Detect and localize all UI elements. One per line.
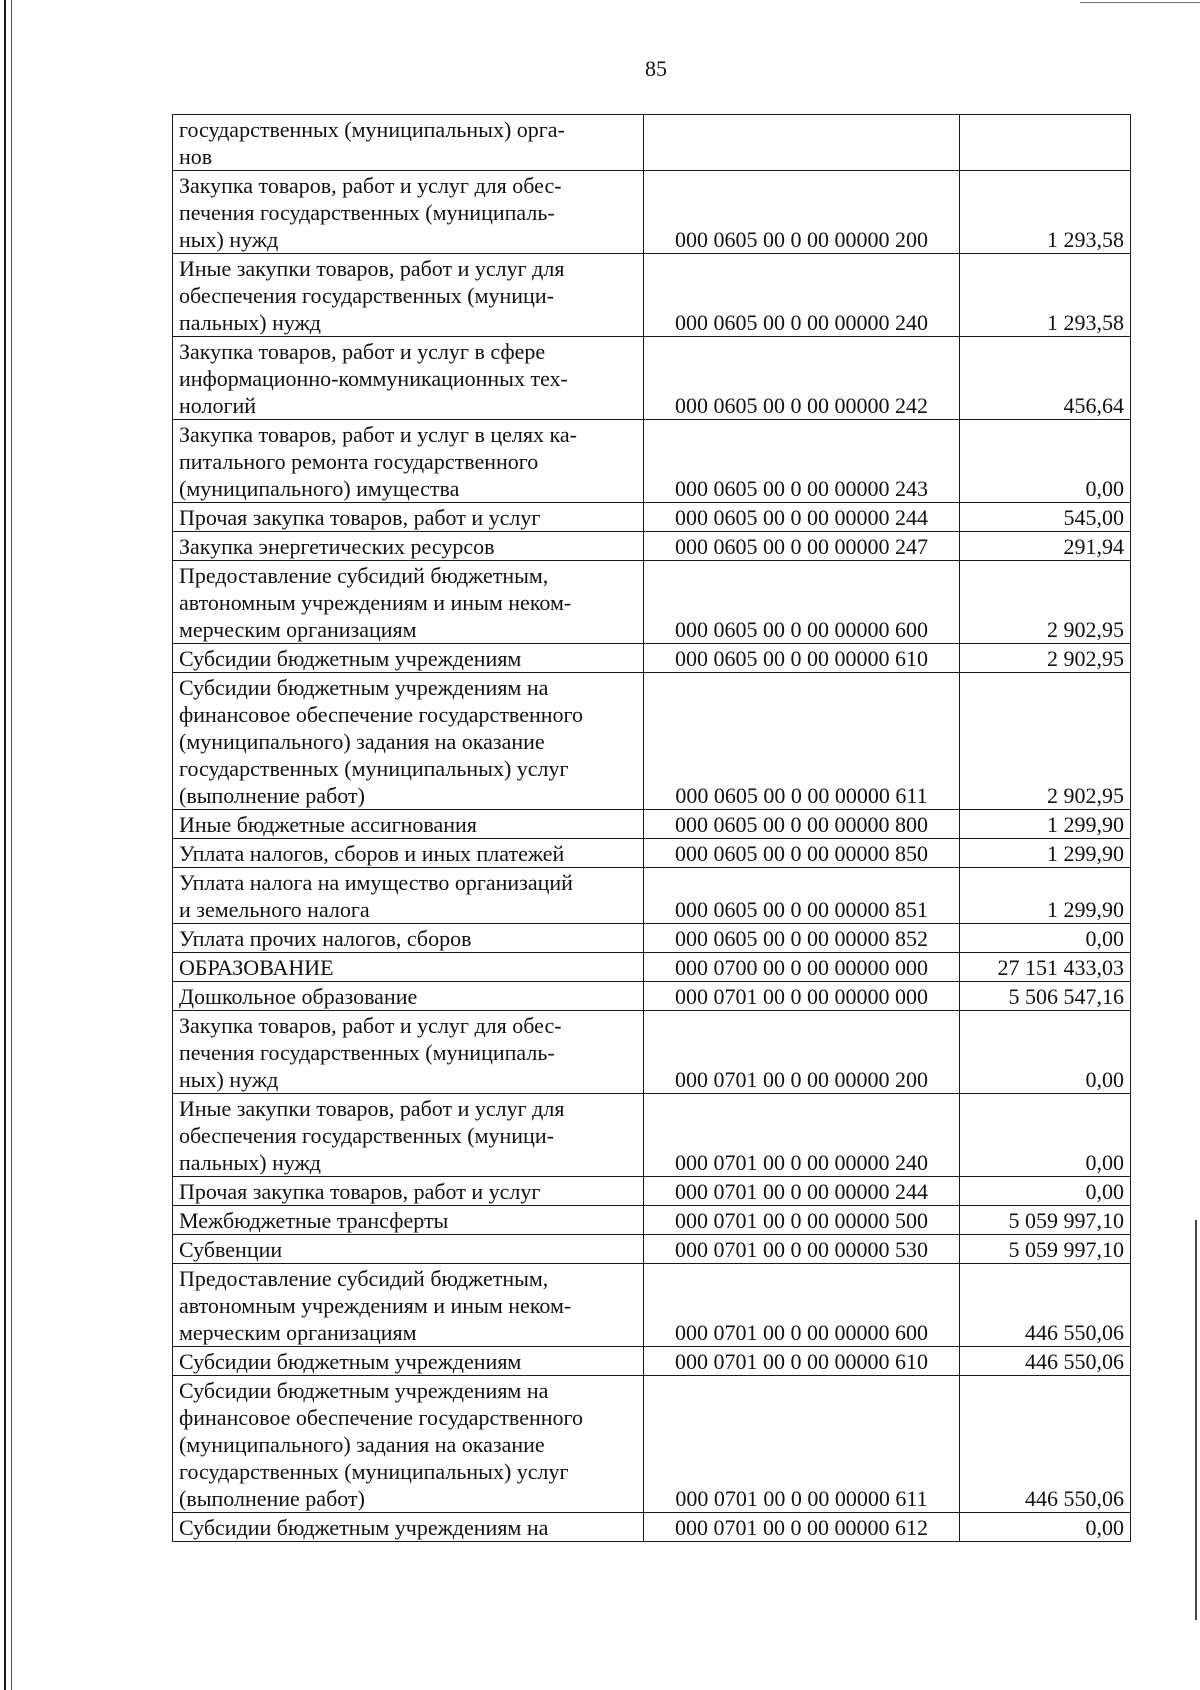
- table-row: [173, 673, 1131, 810]
- row-name-cell: Закупка энергетических ресурсов: [173, 532, 644, 561]
- row-name-cell: государственных (муниципальных) орга- нов: [173, 115, 644, 171]
- row-code-cell: 000 0701 00 0 00 00000 244: [644, 1177, 960, 1206]
- row-code-cell: 000 0605 00 0 00 00000 851: [644, 868, 960, 924]
- table-row: [173, 115, 1131, 171]
- row-amount-cell: 1 299,90: [960, 868, 1131, 924]
- row-code-cell: 000 0605 00 0 00 00000 243: [644, 420, 960, 503]
- row-code-cell: 000 0605 00 0 00 00000 240: [644, 254, 960, 337]
- row-name-cell: Уплата прочих налогов, сборов: [173, 924, 644, 953]
- row-name-cell: Субсидии бюджетным учреждениям на: [173, 1513, 644, 1542]
- row-amount-cell: 2 902,95: [960, 561, 1131, 644]
- row-name-cell: Прочая закупка товаров, работ и услуг: [173, 503, 644, 532]
- table-row: [173, 1177, 1131, 1206]
- row-amount-cell: 446 550,06: [960, 1376, 1131, 1513]
- table-row: [173, 254, 1131, 337]
- row-code-cell: 000 0701 00 0 00 00000 600: [644, 1264, 960, 1347]
- table-row: [173, 1376, 1131, 1513]
- table-row: [173, 839, 1131, 868]
- row-amount-cell: 0,00: [960, 1094, 1131, 1177]
- table-row: [173, 1513, 1131, 1542]
- row-code-cell: 000 0701 00 0 00 00000 530: [644, 1235, 960, 1264]
- scan-edge-right: [1195, 1220, 1197, 1620]
- row-code-cell: 000 0605 00 0 00 00000 850: [644, 839, 960, 868]
- row-code-cell: 000 0701 00 0 00 00000 610: [644, 1347, 960, 1376]
- scan-edge-left: [4, 0, 6, 1690]
- table-row: [173, 1347, 1131, 1376]
- row-amount-cell: 2 902,95: [960, 644, 1131, 673]
- row-code-cell: 000 0605 00 0 00 00000 800: [644, 810, 960, 839]
- row-amount-cell: 1 299,90: [960, 839, 1131, 868]
- row-code-cell: 000 0700 00 0 00 00000 000: [644, 953, 960, 982]
- row-name-cell: Субсидии бюджетным учреждениям: [173, 644, 644, 673]
- scan-edge-top: [1080, 2, 1200, 3]
- table-row: [173, 532, 1131, 561]
- row-name-cell: Уплата налогов, сборов и иных платежей: [173, 839, 644, 868]
- row-amount-cell: 446 550,06: [960, 1264, 1131, 1347]
- row-name-cell: Закупка товаров, работ и услуг для обес- печения государственных (муниципаль- ных) нужд: [173, 1011, 644, 1094]
- row-amount-cell: 5 059 997,10: [960, 1206, 1131, 1235]
- table-row: [173, 503, 1131, 532]
- row-amount-cell: [960, 115, 1131, 171]
- row-code-cell: 000 0701 00 0 00 00000 611: [644, 1376, 960, 1513]
- table-row: [173, 1235, 1131, 1264]
- row-amount-cell: 446 550,06: [960, 1347, 1131, 1376]
- row-name-cell: Субсидии бюджетным учреждениям на финансовое обеспечение государственного (муниципального) задания на оказание государственных (муниципальных) услуг (выполнение работ): [173, 1376, 644, 1513]
- row-amount-cell: 456,64: [960, 337, 1131, 420]
- table-row: [173, 337, 1131, 420]
- table-row: [173, 953, 1131, 982]
- row-code-cell: 000 0605 00 0 00 00000 244: [644, 503, 960, 532]
- row-name-cell: Иные закупки товаров, работ и услуг для обеспечения государственных (муници- пальных) нужд: [173, 1094, 644, 1177]
- table-row: [173, 1094, 1131, 1177]
- scan-edge-left-inner: [11, 0, 12, 1690]
- table-row: [173, 644, 1131, 673]
- row-code-cell: 000 0605 00 0 00 00000 852: [644, 924, 960, 953]
- row-code-cell: 000 0605 00 0 00 00000 242: [644, 337, 960, 420]
- table-row: [173, 810, 1131, 839]
- table-row: [173, 1011, 1131, 1094]
- table-row: [173, 924, 1131, 953]
- row-amount-cell: 0,00: [960, 924, 1131, 953]
- table-row: [173, 171, 1131, 254]
- budget-table-body: [173, 115, 1131, 1542]
- row-name-cell: Прочая закупка товаров, работ и услуг: [173, 1177, 644, 1206]
- row-amount-cell: 1 299,90: [960, 810, 1131, 839]
- row-amount-cell: 0,00: [960, 420, 1131, 503]
- row-code-cell: 000 0701 00 0 00 00000 500: [644, 1206, 960, 1235]
- row-code-cell: 000 0605 00 0 00 00000 610: [644, 644, 960, 673]
- row-code-cell: 000 0701 00 0 00 00000 200: [644, 1011, 960, 1094]
- row-code-cell: 000 0605 00 0 00 00000 247: [644, 532, 960, 561]
- row-code-cell: 000 0701 00 0 00 00000 612: [644, 1513, 960, 1542]
- row-code-cell: 000 0701 00 0 00 00000 000: [644, 982, 960, 1011]
- row-name-cell: Предоставление субсидий бюджетным, автономным учреждениям и иным неком- мерческим организациям: [173, 1264, 644, 1347]
- row-code-cell: [644, 115, 960, 171]
- row-amount-cell: 0,00: [960, 1011, 1131, 1094]
- row-amount-cell: 2 902,95: [960, 673, 1131, 810]
- table-row: [173, 1264, 1131, 1347]
- row-amount-cell: 291,94: [960, 532, 1131, 561]
- table-row: [173, 561, 1131, 644]
- row-amount-cell: 27 151 433,03: [960, 953, 1131, 982]
- row-name-cell: Межбюджетные трансферты: [173, 1206, 644, 1235]
- row-amount-cell: 1 293,58: [960, 171, 1131, 254]
- row-code-cell: 000 0701 00 0 00 00000 240: [644, 1094, 960, 1177]
- table-row: [173, 868, 1131, 924]
- row-name-cell: Уплата налога на имущество организаций и земельного налога: [173, 868, 644, 924]
- row-name-cell: Иные бюджетные ассигнования: [173, 810, 644, 839]
- table-row: [173, 420, 1131, 503]
- row-amount-cell: 1 293,58: [960, 254, 1131, 337]
- row-name-cell: Субсидии бюджетным учреждениям на финансовое обеспечение государственного (муниципального) задания на оказание государственных (муниципальных) услуг (выполнение работ): [173, 673, 644, 810]
- row-amount-cell: 5 506 547,16: [960, 982, 1131, 1011]
- row-name-cell: ОБРАЗОВАНИЕ: [173, 953, 644, 982]
- table-row: [173, 982, 1131, 1011]
- row-name-cell: Предоставление субсидий бюджетным, автономным учреждениям и иным неком- мерческим организациям: [173, 561, 644, 644]
- row-name-cell: Дошкольное образование: [173, 982, 644, 1011]
- row-code-cell: 000 0605 00 0 00 00000 611: [644, 673, 960, 810]
- page-number: 85: [645, 56, 667, 81]
- row-amount-cell: 545,00: [960, 503, 1131, 532]
- row-name-cell: Иные закупки товаров, работ и услуг для обеспечения государственных (муници- пальных) нужд: [173, 254, 644, 337]
- row-amount-cell: 0,00: [960, 1513, 1131, 1542]
- row-code-cell: 000 0605 00 0 00 00000 200: [644, 171, 960, 254]
- row-amount-cell: 0,00: [960, 1177, 1131, 1206]
- budget-table: [172, 114, 1131, 1542]
- row-name-cell: Закупка товаров, работ и услуг в сфере информационно-коммуникационных тех- нологий: [173, 337, 644, 420]
- row-name-cell: Закупка товаров, работ и услуг для обес- печения государственных (муниципаль- ных) нужд: [173, 171, 644, 254]
- row-name-cell: Субсидии бюджетным учреждениям: [173, 1347, 644, 1376]
- row-amount-cell: 5 059 997,10: [960, 1235, 1131, 1264]
- row-name-cell: Субвенции: [173, 1235, 644, 1264]
- row-name-cell: Закупка товаров, работ и услуг в целях ка- питального ремонта государственного (муниципального) имущества: [173, 420, 644, 503]
- row-code-cell: 000 0605 00 0 00 00000 600: [644, 561, 960, 644]
- table-row: [173, 1206, 1131, 1235]
